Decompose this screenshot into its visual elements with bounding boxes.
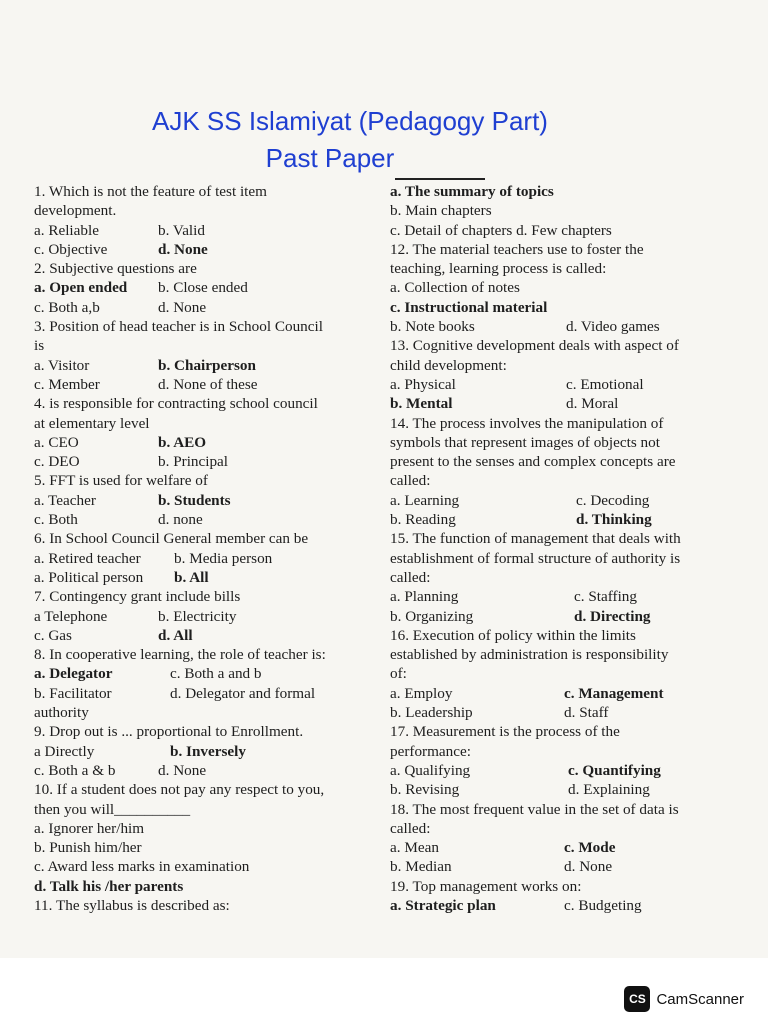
option-text: c. Member — [34, 375, 100, 393]
text-line — [34, 684, 382, 703]
option-text: b. Electricity — [158, 607, 237, 625]
text-line — [34, 240, 382, 259]
text-line — [390, 433, 750, 452]
line-text: called: — [390, 819, 431, 837]
text-line — [390, 780, 750, 799]
line-text: present to the senses and complex concepts are — [390, 453, 676, 471]
text-line — [34, 664, 382, 683]
line-text: d. Talk his /her parents — [34, 877, 184, 895]
text-line — [34, 510, 382, 529]
option-text: a Directly — [34, 742, 95, 760]
text-line — [390, 703, 750, 722]
page-title: AJK SS Islamiyat (Pedagogy Part) — [152, 106, 548, 136]
line-text: called: — [390, 472, 431, 490]
text-line — [390, 471, 750, 490]
option-text: a. Strategic plan — [390, 896, 496, 914]
camscanner-brand: CamScanner — [656, 990, 744, 1008]
line-text: 17. Measurement is the process of the — [390, 723, 620, 741]
option-text: c. DEO — [34, 453, 80, 471]
line-text: a. The summary of topics — [390, 183, 554, 200]
text-line — [390, 896, 750, 915]
text-line — [34, 298, 382, 317]
option-text: a Telephone — [34, 607, 108, 625]
option-text: a. Learning — [390, 491, 460, 509]
text-line — [34, 529, 382, 548]
page-subtitle: Past Paper — [265, 143, 395, 173]
line-text: symbols that represent images of objects not — [390, 433, 660, 451]
text-line — [34, 877, 382, 896]
text-line — [390, 394, 750, 413]
camscanner-watermark — [624, 986, 744, 1012]
line-text: establishment of formal structure of authority is — [390, 549, 681, 567]
option-text: d. Staff — [564, 704, 609, 722]
text-line — [390, 857, 750, 876]
option-text: b. Valid — [158, 221, 205, 239]
line-text: 6. In School Council General member can be — [34, 530, 309, 548]
option-text: a. Political person — [34, 568, 144, 586]
option-text: b. Facilitator — [34, 684, 112, 702]
option-text: b. Close ended — [158, 279, 248, 297]
line-text: 14. The process involves the manipulation of — [390, 414, 664, 432]
option-text: a. Mean — [390, 839, 439, 857]
text-line — [34, 780, 382, 799]
option-text: b. Students — [158, 491, 231, 509]
option-text: d. Moral — [566, 395, 619, 413]
text-line — [34, 471, 382, 490]
option-text: a. Delegator — [34, 665, 113, 683]
option-text: b. Mental — [390, 395, 453, 413]
option-text: c. Budgeting — [564, 896, 642, 914]
text-line — [390, 626, 750, 645]
option-text: b. Revising — [390, 781, 460, 799]
line-text: child development: — [390, 356, 507, 374]
line-text: 3. Position of head teacher is in School Council — [34, 318, 323, 336]
text-line — [34, 549, 382, 568]
option-text: a. Qualifying — [390, 761, 471, 779]
option-text: b. Median — [390, 858, 452, 876]
option-text: a. Physical — [390, 375, 456, 393]
text-line — [390, 877, 750, 896]
text-line — [390, 684, 750, 703]
text-line — [390, 664, 750, 683]
line-text: authority — [34, 704, 89, 722]
text-line — [34, 819, 382, 838]
text-line — [34, 800, 382, 819]
option-text: c. Gas — [34, 626, 72, 644]
text-line — [34, 703, 382, 722]
line-text: 19. Top management works on: — [390, 877, 582, 895]
option-text: c. Management — [564, 684, 664, 702]
text-line — [34, 336, 382, 355]
option-text: d. Directing — [574, 607, 651, 625]
option-text: d. Delegator and formal — [170, 684, 316, 702]
line-text: called: — [390, 568, 431, 586]
option-text: d. All — [158, 626, 193, 644]
text-line — [390, 510, 750, 529]
text-line — [390, 838, 750, 857]
text-line — [390, 800, 750, 819]
line-text: a. Ignorer her/him — [34, 819, 145, 837]
text-line — [390, 182, 750, 201]
line-text: c. Award less marks in examination — [34, 858, 250, 876]
option-text: c. Quantifying — [568, 761, 661, 779]
line-text: then you will__________ — [34, 800, 191, 818]
text-line — [34, 317, 382, 336]
option-text: b. Reading — [390, 511, 456, 529]
option-text: a. Visitor — [34, 356, 90, 374]
text-line — [390, 375, 750, 394]
text-line — [390, 221, 750, 240]
option-text: c. Decoding — [576, 491, 650, 509]
option-text: a. Open ended — [34, 279, 128, 297]
line-text: performance: — [390, 742, 471, 760]
line-text: 11. The syllabus is described as: — [34, 896, 230, 914]
text-line — [34, 259, 382, 278]
text-line — [390, 549, 750, 568]
text-line — [34, 587, 382, 606]
text-line — [34, 394, 382, 413]
option-text: a. Retired teacher — [34, 549, 141, 567]
option-text: c. Staffing — [574, 588, 637, 606]
option-text: a. Planning — [390, 588, 459, 606]
option-text: c. Objective — [34, 240, 108, 258]
line-text: teaching, learning process is called: — [390, 260, 607, 278]
line-text: development. — [34, 202, 117, 220]
option-text: a. Reliable — [34, 221, 99, 239]
text-line — [34, 568, 382, 587]
text-line — [390, 742, 750, 761]
option-text: b. Organizing — [390, 607, 474, 625]
text-line — [34, 857, 382, 876]
text-line — [34, 221, 382, 240]
line-text: b. Main chapters — [390, 202, 492, 220]
option-text: a. CEO — [34, 433, 79, 451]
text-line — [390, 607, 750, 626]
text-line — [390, 298, 750, 317]
line-text: 18. The most frequent value in the set of data is — [390, 800, 679, 818]
text-line — [34, 838, 382, 857]
text-line — [390, 414, 750, 433]
option-text: a. Employ — [390, 684, 453, 702]
option-text: d. None — [158, 240, 208, 258]
text-line — [390, 336, 750, 355]
line-text: of: — [390, 665, 407, 683]
camscanner-logo-icon: CS — [624, 986, 650, 1012]
text-line — [390, 819, 750, 838]
line-text: at elementary level — [34, 414, 150, 432]
line-text: 13. Cognitive development deals with aspect of — [390, 337, 679, 355]
option-text: b. All — [174, 568, 209, 586]
text-line — [34, 201, 382, 220]
line-text: 10. If a student does not pay any respect to you, — [34, 781, 325, 799]
line-text: c. Detail of chapters d. Few chapters — [390, 221, 612, 239]
option-text: b. Media person — [174, 549, 273, 567]
line-text: 7. Contingency grant include bills — [34, 588, 241, 606]
option-text: c. Mode — [564, 839, 616, 857]
line-text: 8. In cooperative learning, the role of teacher is: — [34, 646, 326, 664]
option-text: a. Teacher — [34, 491, 96, 509]
line-text: 1. Which is not the feature of test item — [34, 183, 267, 200]
option-text: d. none — [158, 511, 203, 529]
line-text: 16. Execution of policy within the limits — [390, 626, 636, 644]
text-line — [390, 259, 750, 278]
option-text: b. Note books — [390, 318, 475, 336]
right-column — [390, 182, 750, 915]
text-line — [34, 742, 382, 761]
text-line — [390, 529, 750, 548]
text-line — [390, 317, 750, 336]
option-text: d. Thinking — [576, 511, 652, 529]
text-line — [390, 278, 750, 297]
line-text: is — [34, 337, 45, 355]
option-text: c. Both — [34, 511, 78, 529]
option-text: c. Both a & b — [34, 761, 116, 779]
text-line — [34, 626, 382, 645]
text-line — [390, 452, 750, 471]
text-line — [390, 568, 750, 587]
line-text: 4. is responsible for contracting school council — [34, 395, 318, 413]
line-text: established by administration is responsibility — [390, 646, 669, 664]
option-text: d. None — [158, 761, 207, 779]
text-line — [34, 356, 382, 375]
option-text: d. Video games — [566, 318, 660, 336]
divider-line — [395, 178, 485, 180]
text-line — [390, 761, 750, 780]
option-text: c. Both a and b — [170, 665, 262, 683]
option-text: b. Chairperson — [158, 356, 256, 374]
text-line — [390, 587, 750, 606]
option-text: c. Emotional — [566, 375, 644, 393]
text-line — [390, 645, 750, 664]
line-text: b. Punish him/her — [34, 839, 142, 857]
text-line — [390, 491, 750, 510]
text-line — [34, 761, 382, 780]
text-line — [34, 607, 382, 626]
text-line — [34, 375, 382, 394]
text-line — [34, 414, 382, 433]
option-text: d. None — [158, 298, 207, 316]
line-text: 15. The function of management that deals with — [390, 530, 681, 548]
text-line — [34, 722, 382, 741]
option-text: d. Explaining — [568, 781, 650, 799]
option-text: d. None — [564, 858, 613, 876]
text-line — [390, 722, 750, 741]
line-text: 5. FFT is used for welfare of — [34, 472, 208, 490]
option-text: b. Leadership — [390, 704, 473, 722]
text-line — [34, 182, 382, 201]
left-column — [34, 182, 382, 915]
text-line — [390, 240, 750, 259]
line-text: a. Collection of notes — [390, 279, 520, 297]
option-text: b. Principal — [158, 453, 229, 471]
option-text: c. Both a,b — [34, 298, 100, 316]
text-line — [34, 896, 382, 915]
text-line — [34, 433, 382, 452]
text-line — [390, 201, 750, 220]
text-line — [390, 356, 750, 375]
line-text: 2. Subjective questions are — [34, 260, 197, 278]
line-text: c. Instructional material — [390, 298, 548, 316]
text-line — [34, 645, 382, 664]
text-line — [34, 278, 382, 297]
option-text: b. Inversely — [170, 742, 246, 760]
option-text: d. None of these — [158, 375, 258, 393]
text-line — [34, 452, 382, 471]
line-text: 9. Drop out is ... proportional to Enrollment. — [34, 723, 304, 741]
line-text: 12. The material teachers use to foster the — [390, 240, 644, 258]
option-text: b. AEO — [158, 433, 207, 451]
text-line — [34, 491, 382, 510]
